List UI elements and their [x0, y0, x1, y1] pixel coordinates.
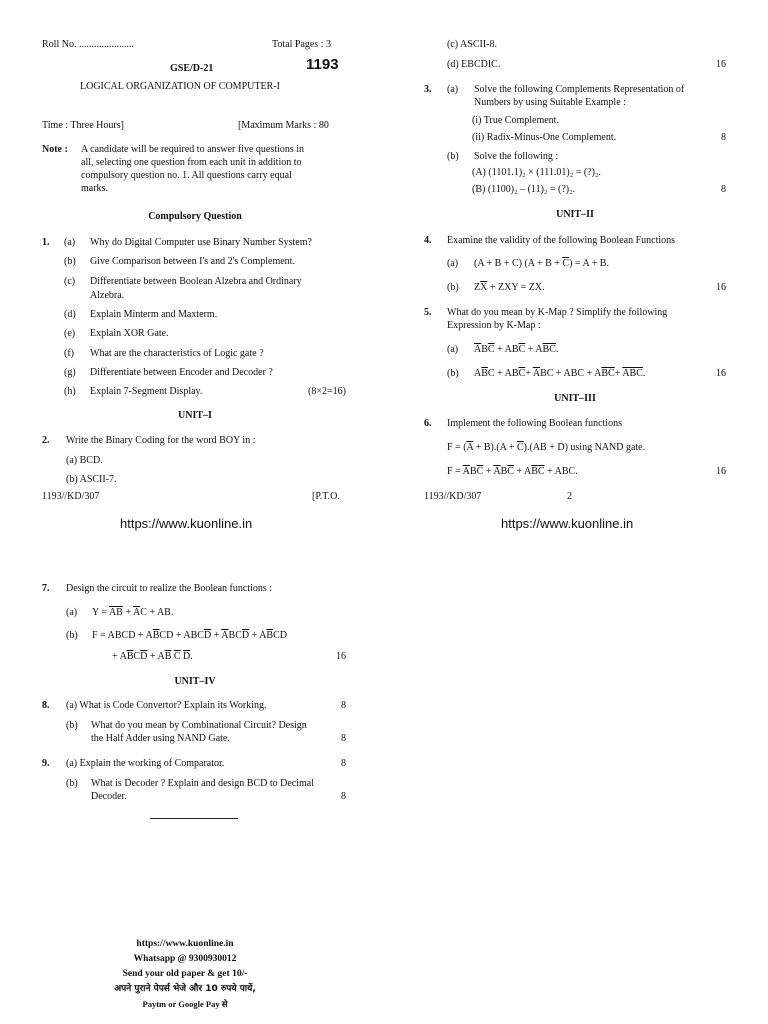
- unit-4-heading: UNIT–IV: [174, 676, 216, 687]
- q1-part-text: Explain Minterm and Maxterm.: [90, 309, 218, 320]
- site-url[interactable]: https://www.kuonline.in: [120, 516, 253, 531]
- q8a-text: (a) What is Code Convertor? Explain its Working.: [66, 700, 267, 711]
- q3a-ii: (ii) Radix-Minus-One Complement.: [472, 132, 617, 143]
- unit-1-heading: UNIT–I: [178, 410, 212, 421]
- q2-text: Write the Binary Coding for the word BOY in :: [66, 435, 256, 446]
- compulsory-heading: Compulsory Question: [148, 211, 242, 222]
- total-pages: Total Pages : 3: [272, 39, 332, 50]
- q2-marks: 16: [716, 59, 726, 70]
- q3-number: 3.: [424, 84, 432, 95]
- q1-part-label: (d): [64, 309, 76, 320]
- q3b-text: Solve the following :: [474, 151, 559, 162]
- note-label: Note :: [42, 144, 68, 155]
- q1-part-text: What are the characteristics of Logic gate ?: [90, 348, 264, 359]
- q6-marks: 16: [716, 466, 726, 477]
- unit-2-heading: UNIT–II: [556, 209, 594, 220]
- q7a-label: (a): [66, 607, 78, 618]
- unit-3-heading: UNIT–III: [554, 393, 596, 404]
- q3a-i: (i) True Complement.: [472, 115, 559, 126]
- q5-number: 5.: [424, 307, 432, 318]
- promo-block: [60, 937, 310, 1012]
- q2-part-d: (d) EBCDIC.: [447, 59, 501, 70]
- max-marks: [Maximum Marks : 80: [238, 120, 329, 131]
- q7b-expression-line-1: F = ABCD + $A\overline{B}CD + ABC\overline{D} + \overline{A}BC\overline{D} + A\overline{B}CD$: [92, 630, 287, 641]
- q9b-text: What is Decoder ? Explain and design BCD to Decimal Decoder.: [91, 778, 314, 802]
- footer-page-number: 2: [567, 491, 572, 502]
- q6-text: Implement the following Boolean functions: [447, 418, 622, 429]
- footer-pto: [P.T.O.: [312, 491, 340, 502]
- q9a-text: (a) Explain the working of Comparator.: [66, 758, 225, 769]
- q7-number: 7.: [42, 583, 50, 594]
- q3b-A: (A) (1101.1)₂ × (111.01)₂ = (?)₂.: [472, 167, 601, 178]
- q4-number: 4.: [424, 235, 432, 246]
- q1-part-text: Differentiate between Boolean Alzebra and Ordinary: [90, 276, 302, 287]
- q5b-expression: $A\overline{B}C + AB\overline{C}+ \overline{A}BC$ + ABC + $A\overline{BC}+ \overline{AB}\overline{C}$.: [474, 368, 646, 379]
- q1-part-label: (h): [64, 386, 76, 397]
- q1-part-label: (g): [64, 367, 76, 378]
- q1-number: 1.: [42, 237, 50, 248]
- q3b-marks: 8: [721, 184, 726, 195]
- q3b-label: (b): [447, 151, 459, 162]
- q6-function-1: $F = (\overline{A} + B).(A + \overline{C}).(AB + D)$ using NAND gate.: [447, 442, 646, 453]
- q8b-text: What do you mean by Combinational Circuit? Design the Half Adder using NAND Gate.: [91, 720, 307, 744]
- q1-marks: (8×2=16): [308, 386, 346, 397]
- roll-no: Roll No. ......................: [42, 39, 134, 50]
- q1-part-text: Why do Digital Computer use Binary Number System?: [90, 237, 312, 248]
- q5-text: What do you mean by K-Map ? Simplify the following Expression by K-Map :: [447, 307, 668, 331]
- q4b-label: (b): [447, 282, 459, 293]
- q5a-label: (a): [447, 344, 459, 355]
- q1-part-text: Alzebra.: [90, 290, 125, 301]
- paper-number: 1193: [306, 56, 339, 73]
- q8a-marks: 8: [341, 700, 346, 711]
- q6-function-2: $F = \overline{A}B\overline{C} + \overline{A}B\overline{C} + A\overline{B}\overline{C}$ + ABC.: [447, 466, 578, 477]
- footer-code: 1193//KD/307: [424, 491, 482, 502]
- q7b-expression-line-2: + $A\overline{B}C\overline{D} + A\overline{B}$ $\overline{C}$ $\overline{D}$.: [112, 651, 193, 662]
- promo-offer-hindi: अपने पुराने पेपर्स भेजे और 10 रुपये पायें,: [114, 984, 256, 994]
- promo-offer: Send your old paper & get 10/-: [122, 969, 248, 979]
- q1-part-label: (b): [64, 256, 76, 267]
- promo-url[interactable]: https://www.kuonline.in: [136, 939, 234, 949]
- q7b-label: (b): [66, 630, 78, 641]
- end-divider: [150, 818, 238, 819]
- q3a-marks: 8: [721, 132, 726, 143]
- time: Time : Three Hours]: [42, 120, 124, 131]
- q2-number: 2.: [42, 435, 50, 446]
- q9b-label: (b): [66, 778, 78, 789]
- q8b-label: (b): [66, 720, 78, 731]
- site-url[interactable]: https://www.kuonline.in: [501, 516, 634, 531]
- q2-part-c: (c) ASCII-8.: [447, 39, 497, 50]
- q1-part-text: Differentiate between Encoder and Decoder ?: [90, 367, 273, 378]
- q7a-expression: $Y = \overline{AB} + \overline{A}C$ + AB.: [92, 607, 174, 618]
- q1-part-label: (e): [64, 328, 76, 339]
- q8-number: 8.: [42, 700, 50, 711]
- q8b-marks: 8: [341, 733, 346, 744]
- q1-part-label: (f): [64, 348, 74, 359]
- q3b-B: (B) (1100)₂ – (11)₂ = (?)₂.: [472, 184, 576, 195]
- q7-marks: 16: [336, 651, 346, 662]
- q9-number: 9.: [42, 758, 50, 769]
- q4-marks: 16: [716, 282, 726, 293]
- q1-part-text: Give Comparison between I's and 2's Complement.: [90, 256, 295, 267]
- promo-whatsapp: Whatsapp @ 9300930012: [133, 954, 237, 964]
- promo-payment: Paytm or Google Pay से: [142, 999, 228, 1009]
- exam-code: GSE/D-21: [170, 63, 214, 74]
- q4-text: Examine the validity of the following Boolean Functions: [447, 235, 676, 246]
- paper-title: LOGICAL ORGANIZATION OF COMPUTER-I: [80, 81, 280, 92]
- q1-part-text: Explain 7-Segment Display.: [90, 386, 203, 397]
- q4a-expression: (A + B + C) $(A + B + \overline{C}) = A + B$.: [474, 258, 609, 269]
- q2-part-a: (a) BCD.: [66, 455, 103, 466]
- q7-text: Design the circuit to realize the Boolean functions :: [66, 583, 273, 594]
- q9b-marks: 8: [341, 791, 346, 802]
- q4b-expression: $Z\overline{X}$ + ZXY = ZX.: [474, 282, 545, 293]
- q6-number: 6.: [424, 418, 432, 429]
- q5-marks: 16: [716, 368, 726, 379]
- q1-part-label: (c): [64, 276, 76, 287]
- q5a-expression: $\overline{A}B\overline{C} + AB\overline{C} + A\overline{BC}$.: [474, 344, 559, 355]
- q2-part-b: (b) ASCII-7.: [66, 474, 117, 485]
- q5b-label: (b): [447, 368, 459, 379]
- q3a-label: (a): [447, 84, 459, 95]
- q1-part-text: Explain XOR Gate.: [90, 328, 169, 339]
- q9a-marks: 8: [341, 758, 346, 769]
- note-text: A candidate will be required to answer five questions in all, selecting one question from each unit in addition to compulsory question no. 1. All questions carry equal marks.: [81, 144, 304, 194]
- q1-part-label: (a): [64, 237, 76, 248]
- q3a-text: Solve the following Complements Representation of Numbers by using Suitable Example :: [474, 84, 685, 108]
- footer-code: 1193//KD/307: [42, 491, 100, 502]
- q4a-label: (a): [447, 258, 459, 269]
